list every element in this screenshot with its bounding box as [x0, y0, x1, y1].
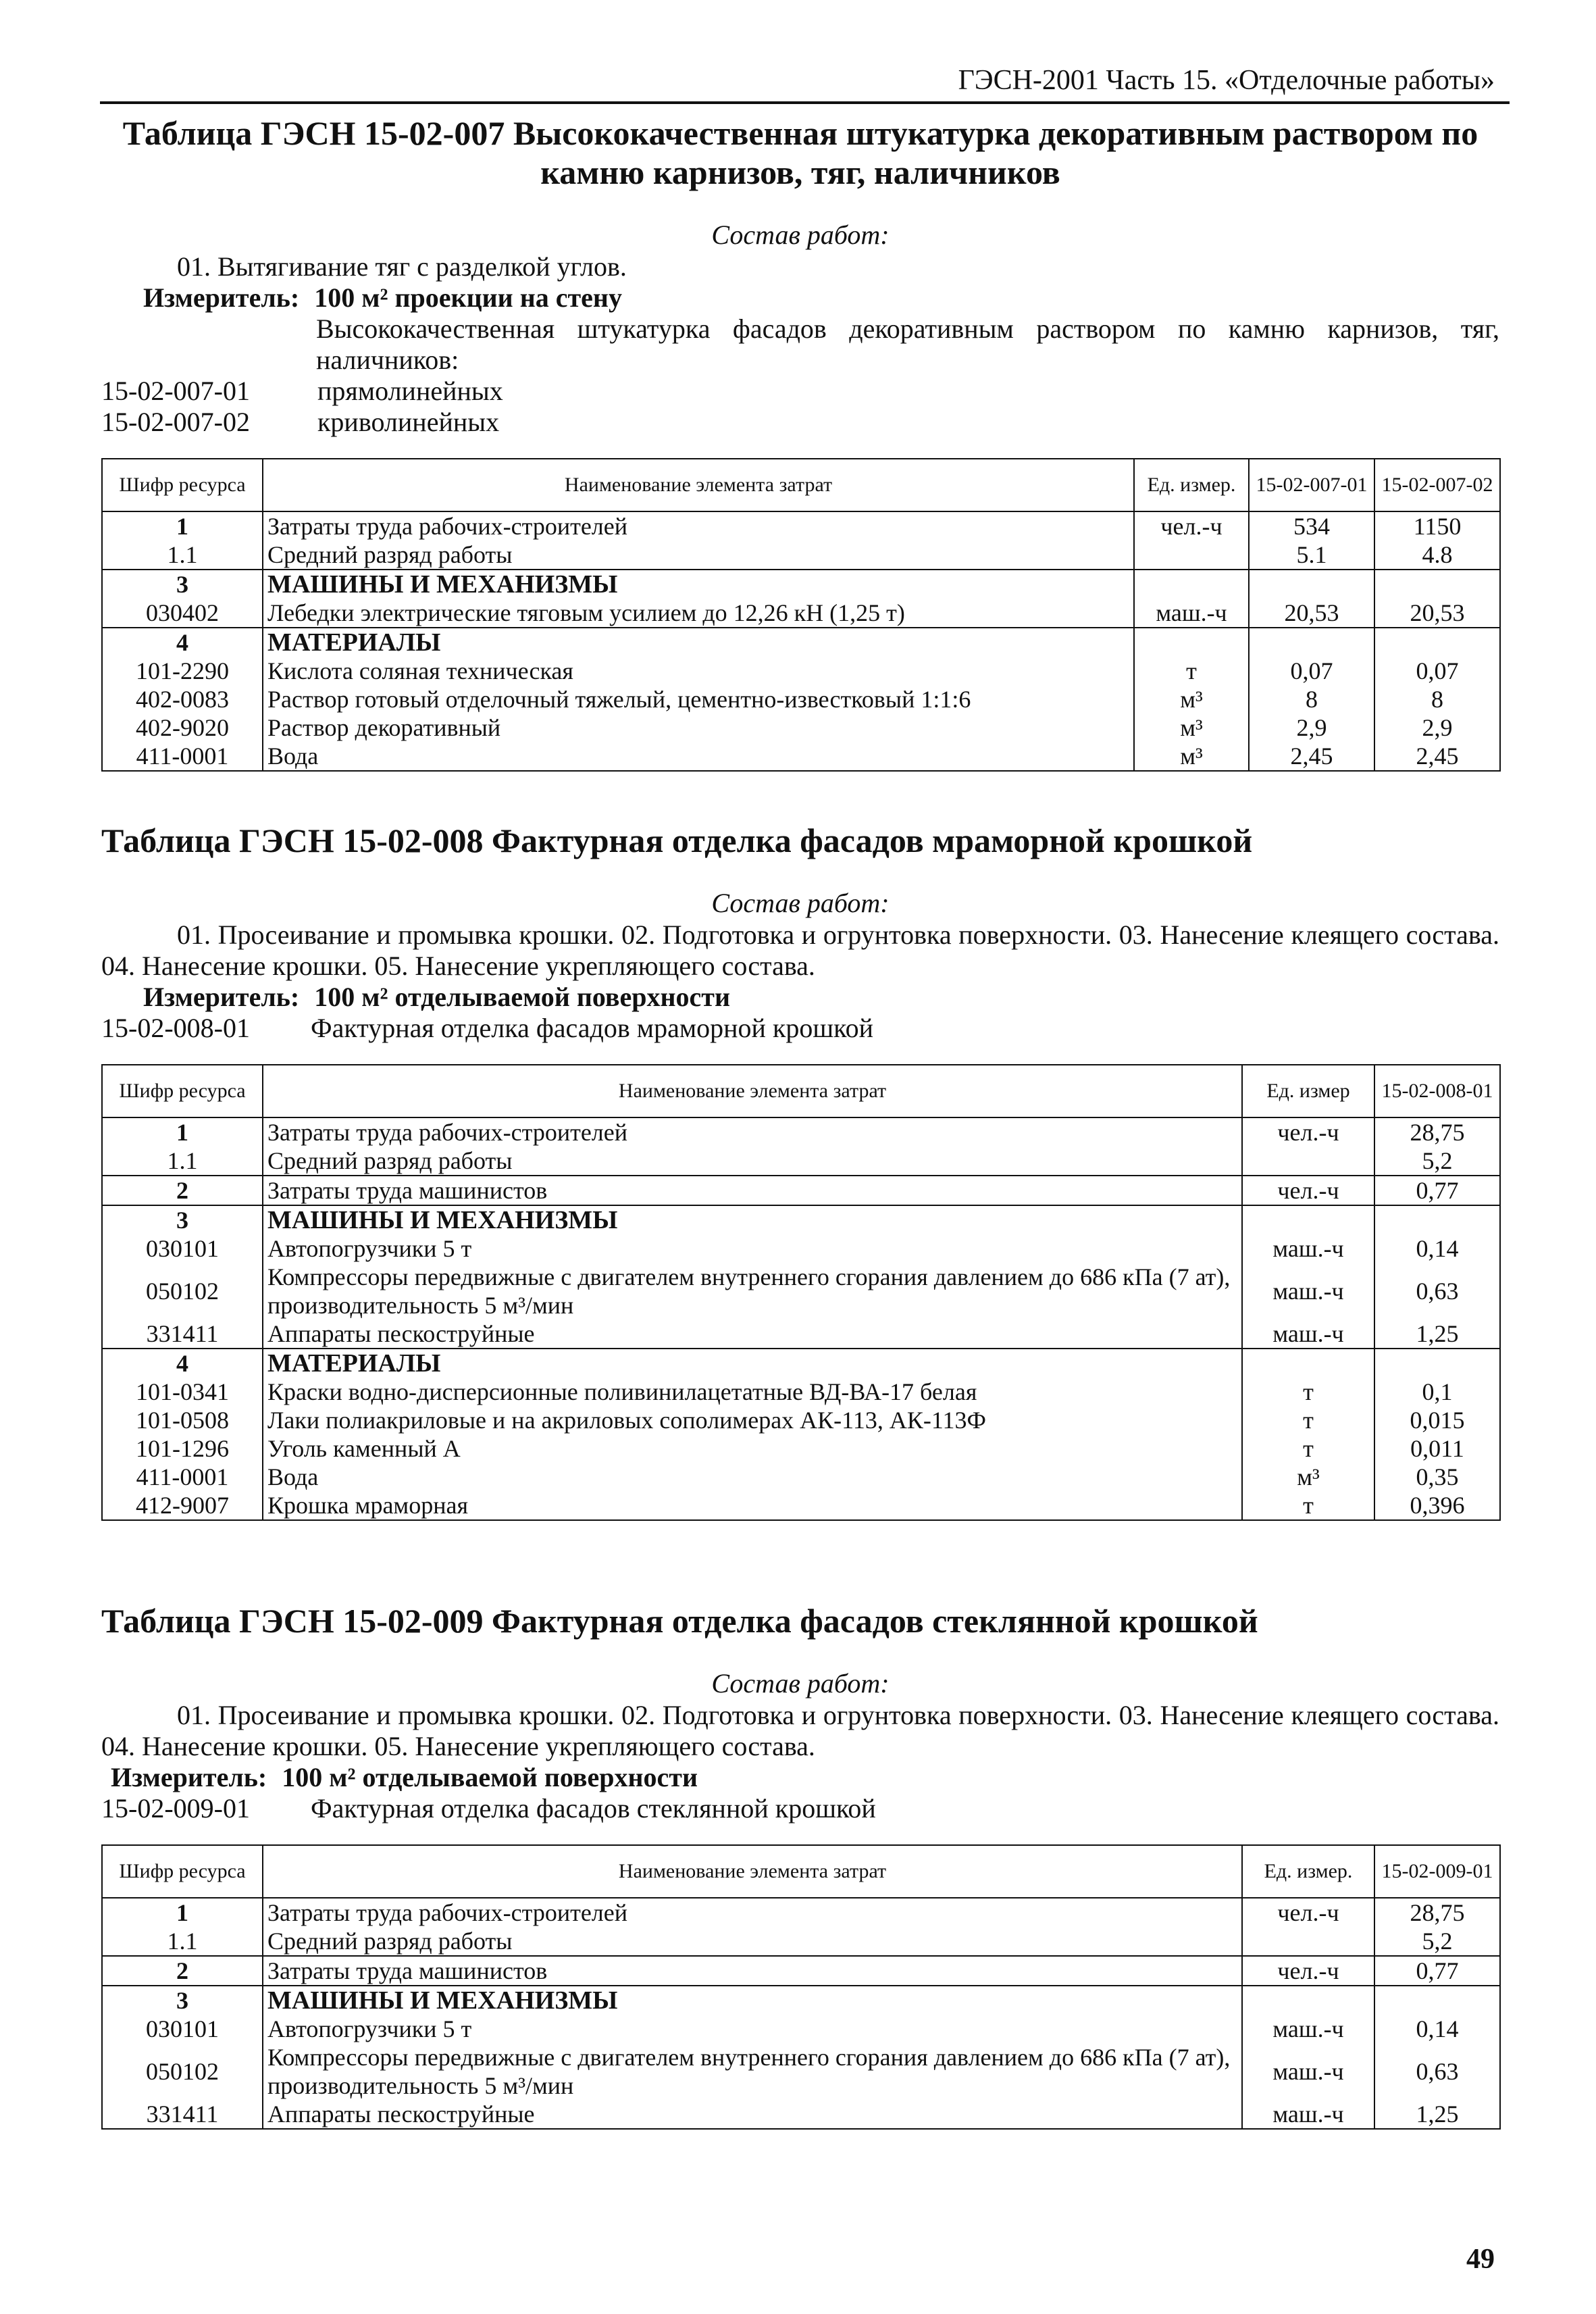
unit: чел.-ч: [1134, 511, 1249, 540]
section-15-02-009: [101, 1601, 1499, 2130]
resource-code: 3: [102, 1986, 263, 2015]
running-header: ГЭСН-2001 Часть 15. «Отделочные работы»: [958, 65, 1495, 96]
group-heading: МАШИНЫ И МЕХАНИЗМЫ: [263, 1205, 1242, 1234]
resource-code: 050102: [102, 1263, 263, 1319]
unit: маш.-ч: [1242, 1263, 1374, 1319]
resource-code: 1.1: [102, 1927, 263, 1956]
resource-code: 2: [102, 1176, 263, 1205]
norm-item: [101, 1793, 1499, 1824]
unit: [1134, 628, 1249, 657]
norm-value: 20,53: [1374, 599, 1500, 628]
norm-name: Фактурная отделка фасадов мраморной крошкой: [311, 1013, 873, 1043]
resource-name: Кислота соляная техническая: [263, 657, 1134, 685]
norm-value: 0,63: [1374, 2043, 1500, 2100]
norm-code: 15-02-009-01: [101, 1793, 250, 1823]
table-row: [102, 1463, 1500, 1491]
table-row: [102, 713, 1500, 742]
column-header: Шифр ресурса: [102, 1845, 263, 1898]
table-row: [102, 1378, 1500, 1406]
column-header: 15-02-007-01: [1249, 459, 1374, 511]
table-row: [102, 511, 1500, 540]
resource-name: Затраты труда машинистов: [263, 1176, 1242, 1205]
resource-code: 411-0001: [102, 742, 263, 771]
norm-value: 8: [1374, 685, 1500, 713]
norm-value: [1374, 1205, 1500, 1234]
norm-value: 2,9: [1249, 713, 1374, 742]
table-row: [102, 1234, 1500, 1263]
table-row: [102, 628, 1500, 657]
unit: [1242, 1986, 1374, 2015]
norm-code: 15-02-007-01: [101, 376, 250, 406]
column-header: Ед. измер.: [1134, 459, 1249, 511]
column-header: 15-02-009-01: [1374, 1845, 1500, 1898]
unit: маш.-ч: [1242, 2015, 1374, 2043]
unit: маш.-ч: [1134, 599, 1249, 628]
unit: [1242, 1927, 1374, 1956]
resource-name: Вода: [263, 742, 1134, 771]
measure: [101, 282, 1499, 313]
resource-code: 101-0341: [102, 1378, 263, 1406]
table-header-row: [102, 1845, 1500, 1898]
unit: [1134, 570, 1249, 599]
resource-name: Краски водно-дисперсионные поливинилацетатные ВД-ВА-17 белая: [263, 1378, 1242, 1406]
norm-name: прямолинейных: [317, 376, 503, 406]
norm-value: 1,25: [1374, 1319, 1500, 1349]
column-header: 15-02-007-02: [1374, 459, 1500, 511]
table-header-row: [102, 1065, 1500, 1117]
section-15-02-008: [101, 821, 1499, 1521]
norm-value: 4.8: [1374, 540, 1500, 570]
work-heading: Состав работ:: [711, 888, 890, 918]
resource-code: 030402: [102, 599, 263, 628]
resource-table: [101, 1844, 1501, 2130]
norm-value: 1,25: [1374, 2100, 1500, 2129]
resource-name: Средний разряд работы: [263, 1927, 1242, 1956]
resource-name: Уголь каменный А: [263, 1434, 1242, 1463]
work-text: 01. Просеивание и промывка крошки. 02. Подготовка и огрунтовка поверхности. 03. Нанесение клеящего состава. 04. Нанесение крошки. 05. Нанесение укрепляющего состава.: [101, 920, 1499, 981]
unit: маш.-ч: [1242, 2100, 1374, 2129]
section-15-02-007: [101, 114, 1499, 772]
norm-value: 2,9: [1374, 713, 1500, 742]
unit: т: [1242, 1378, 1374, 1406]
resource-name: Затраты труда машинистов: [263, 1956, 1242, 1986]
resource-code: 402-9020: [102, 713, 263, 742]
work-text: 01. Вытягивание тяг с разделкой углов.: [177, 251, 627, 282]
unit: [1242, 1349, 1374, 1378]
resource-code: 2: [102, 1956, 263, 1986]
table-title: Таблица ГЭСН 15-02-007 Высококачественная штукатурка декоративным раствором по камню карнизов, тяг, наличников: [122, 114, 1478, 191]
unit: м³: [1242, 1463, 1374, 1491]
group-heading: МАТЕРИАЛЫ: [263, 1349, 1242, 1378]
resource-table: [101, 458, 1501, 772]
header-rule: [100, 101, 1510, 104]
norm-value: 8: [1249, 685, 1374, 713]
unit: маш.-ч: [1242, 1319, 1374, 1349]
norm-value: 534: [1249, 511, 1374, 540]
resource-name: Крошка мраморная: [263, 1491, 1242, 1520]
resource-code: 4: [102, 628, 263, 657]
norm-value: 0,77: [1374, 1956, 1500, 1986]
unit: т: [1242, 1406, 1374, 1434]
resource-name: Компрессоры передвижные с двигателем внутреннего сгорания давлением до 686 кПа (7 ат), производительность 5 м³/мин: [263, 1263, 1242, 1319]
resource-table: [101, 1064, 1501, 1521]
resource-code: 101-1296: [102, 1434, 263, 1463]
norm-value: 0,14: [1374, 1234, 1500, 1263]
resource-code: 030101: [102, 2015, 263, 2043]
resource-code: 402-0083: [102, 685, 263, 713]
measure: [101, 1762, 1499, 1793]
table-row: [102, 540, 1500, 570]
resource-code: 101-2290: [102, 657, 263, 685]
norm-value: 20,53: [1249, 599, 1374, 628]
table-row: [102, 1406, 1500, 1434]
resource-name: Затраты труда рабочих-строителей: [263, 1898, 1242, 1927]
page-number: 49: [1466, 2244, 1495, 2275]
norm-value: 5,2: [1374, 1147, 1500, 1176]
norm-description: Высококачественная штукатурка фасадов декоративным раствором по камню карнизов, тяг, наличников:: [316, 313, 1499, 375]
norm-value: [1374, 570, 1500, 599]
norm-value: 5,2: [1374, 1927, 1500, 1956]
work-text: 01. Просеивание и промывка крошки. 02. Подготовка и огрунтовка поверхности. 03. Нанесение клеящего состава. 04. Нанесение крошки. 05. Нанесение укрепляющего состава.: [101, 1700, 1499, 1761]
unit: маш.-ч: [1242, 2043, 1374, 2100]
resource-name: Средний разряд работы: [263, 1147, 1242, 1176]
norm-name: Фактурная отделка фасадов стеклянной крошкой: [311, 1793, 876, 1823]
measure: [101, 982, 1499, 1013]
norm-value: 0,63: [1374, 1263, 1500, 1319]
resource-code: 411-0001: [102, 1463, 263, 1491]
measure-value: 100 м² отделываемой поверхности: [314, 982, 730, 1012]
resource-code: 1.1: [102, 1147, 263, 1176]
table-row: [102, 1319, 1500, 1349]
resource-code: 1: [102, 1898, 263, 1927]
column-header: Шифр ресурса: [102, 459, 263, 511]
norm-value: 2,45: [1249, 742, 1374, 771]
table-row: [102, 1491, 1500, 1520]
norm-value: 1150: [1374, 511, 1500, 540]
column-header: Наименование элемента затрат: [263, 1065, 1242, 1117]
table-row: [102, 1986, 1500, 2015]
norm-value: 0,011: [1374, 1434, 1500, 1463]
resource-name: Раствор декоративный: [263, 713, 1134, 742]
group-heading: МАШИНЫ И МЕХАНИЗМЫ: [263, 1986, 1242, 2015]
norm-value: [1249, 570, 1374, 599]
table-row: [102, 2043, 1500, 2100]
resource-name: Затраты труда рабочих-строителей: [263, 1117, 1242, 1147]
norm-code: 15-02-008-01: [101, 1013, 250, 1043]
unit: м³: [1134, 742, 1249, 771]
norm-value: 0,14: [1374, 2015, 1500, 2043]
norm-value: 0,015: [1374, 1406, 1500, 1434]
measure-label: Измеритель:: [143, 982, 300, 1012]
table-row: [102, 599, 1500, 628]
norm-value: 0,77: [1374, 1176, 1500, 1205]
unit: маш.-ч: [1242, 1234, 1374, 1263]
table-row: [102, 657, 1500, 685]
resource-name: Компрессоры передвижные с двигателем внутреннего сгорания давлением до 686 кПа (7 ат), производительность 5 м³/мин: [263, 2043, 1242, 2100]
column-header: 15-02-008-01: [1374, 1065, 1500, 1117]
resource-code: 1.1: [102, 540, 263, 570]
resource-code: 050102: [102, 2043, 263, 2100]
unit: [1242, 1205, 1374, 1234]
norm-value: [1374, 628, 1500, 657]
unit: м³: [1134, 685, 1249, 713]
table-row: [102, 1205, 1500, 1234]
table-header-row: [102, 459, 1500, 511]
resource-code: 331411: [102, 1319, 263, 1349]
norm-item: [101, 376, 1499, 407]
table-row: [102, 1176, 1500, 1205]
norm-value: 5.1: [1249, 540, 1374, 570]
norm-value: [1374, 1986, 1500, 2015]
resource-code: 331411: [102, 2100, 263, 2129]
unit: чел.-ч: [1242, 1956, 1374, 1986]
resource-name: Лаки полиакриловые и на акриловых сополимерах АК-113, АК-113Ф: [263, 1406, 1242, 1434]
resource-code: 1: [102, 511, 263, 540]
norm-value: [1249, 628, 1374, 657]
unit: т: [1134, 657, 1249, 685]
column-header: Наименование элемента затрат: [263, 1845, 1242, 1898]
unit: чел.-ч: [1242, 1898, 1374, 1927]
table-title: Таблица ГЭСН 15-02-008 Фактурная отделка фасадов мраморной крошкой: [101, 822, 1253, 859]
resource-name: Вода: [263, 1463, 1242, 1491]
table-row: [102, 1147, 1500, 1176]
norm-value: 0,35: [1374, 1463, 1500, 1491]
table-row: [102, 1927, 1500, 1956]
work-heading: Состав работ:: [711, 1668, 890, 1699]
measure-label: Измеритель:: [143, 282, 300, 313]
table-row: [102, 570, 1500, 599]
norm-value: 0,07: [1249, 657, 1374, 685]
unit: т: [1242, 1491, 1374, 1520]
resource-code: 030101: [102, 1234, 263, 1263]
norm-value: 2,45: [1374, 742, 1500, 771]
unit: [1242, 1147, 1374, 1176]
norm-code: 15-02-007-02: [101, 407, 250, 437]
norm-value: 0,07: [1374, 657, 1500, 685]
measure-value: 100 м² проекции на стену: [314, 282, 622, 313]
norm-value: [1374, 1349, 1500, 1378]
table-row: [102, 2015, 1500, 2043]
column-header: Наименование элемента затрат: [263, 459, 1134, 511]
table-row: [102, 685, 1500, 713]
table-row: [102, 2100, 1500, 2129]
unit: [1134, 540, 1249, 570]
resource-code: 4: [102, 1349, 263, 1378]
norm-item: [101, 407, 1499, 438]
group-heading: МАШИНЫ И МЕХАНИЗМЫ: [263, 570, 1134, 599]
resource-code: 101-0508: [102, 1406, 263, 1434]
group-heading: МАТЕРИАЛЫ: [263, 628, 1134, 657]
table-row: [102, 1898, 1500, 1927]
resource-code: 3: [102, 570, 263, 599]
table-row: [102, 1434, 1500, 1463]
resource-name: Средний разряд работы: [263, 540, 1134, 570]
table-row: [102, 1117, 1500, 1147]
resource-name: Аппараты пескоструйные: [263, 1319, 1242, 1349]
resource-name: Автопогрузчики 5 т: [263, 2015, 1242, 2043]
norm-value: 0,396: [1374, 1491, 1500, 1520]
table-title: Таблица ГЭСН 15-02-009 Фактурная отделка фасадов стеклянной крошкой: [101, 1602, 1258, 1640]
resource-name: Затраты труда рабочих-строителей: [263, 511, 1134, 540]
column-header: Ед. измер.: [1242, 1845, 1374, 1898]
resource-name: Автопогрузчики 5 т: [263, 1234, 1242, 1263]
work-heading: Состав работ:: [711, 220, 890, 250]
table-row: [102, 742, 1500, 771]
column-header: Шифр ресурса: [102, 1065, 263, 1117]
unit: м³: [1134, 713, 1249, 742]
table-row: [102, 1956, 1500, 1986]
unit: чел.-ч: [1242, 1176, 1374, 1205]
resource-code: 1: [102, 1117, 263, 1147]
resource-code: 412-9007: [102, 1491, 263, 1520]
unit: чел.-ч: [1242, 1117, 1374, 1147]
table-row: [102, 1349, 1500, 1378]
resource-name: Лебедки электрические тяговым усилием до 12,26 кН (1,25 т): [263, 599, 1134, 628]
norm-value: 0,1: [1374, 1378, 1500, 1406]
unit: т: [1242, 1434, 1374, 1463]
resource-name: Раствор готовый отделочный тяжелый, цементно-известковый 1:1:6: [263, 685, 1134, 713]
measure-value: 100 м² отделываемой поверхности: [282, 1762, 698, 1792]
norm-item: [101, 1013, 1499, 1044]
resource-code: 3: [102, 1205, 263, 1234]
resource-name: Аппараты пескоструйные: [263, 2100, 1242, 2129]
norm-value: 28,75: [1374, 1117, 1500, 1147]
column-header: Ед. измер: [1242, 1065, 1374, 1117]
table-row: [102, 1263, 1500, 1319]
norm-value: 28,75: [1374, 1898, 1500, 1927]
measure-label: Измеритель:: [111, 1762, 267, 1792]
norm-name: криволинейных: [317, 407, 500, 437]
